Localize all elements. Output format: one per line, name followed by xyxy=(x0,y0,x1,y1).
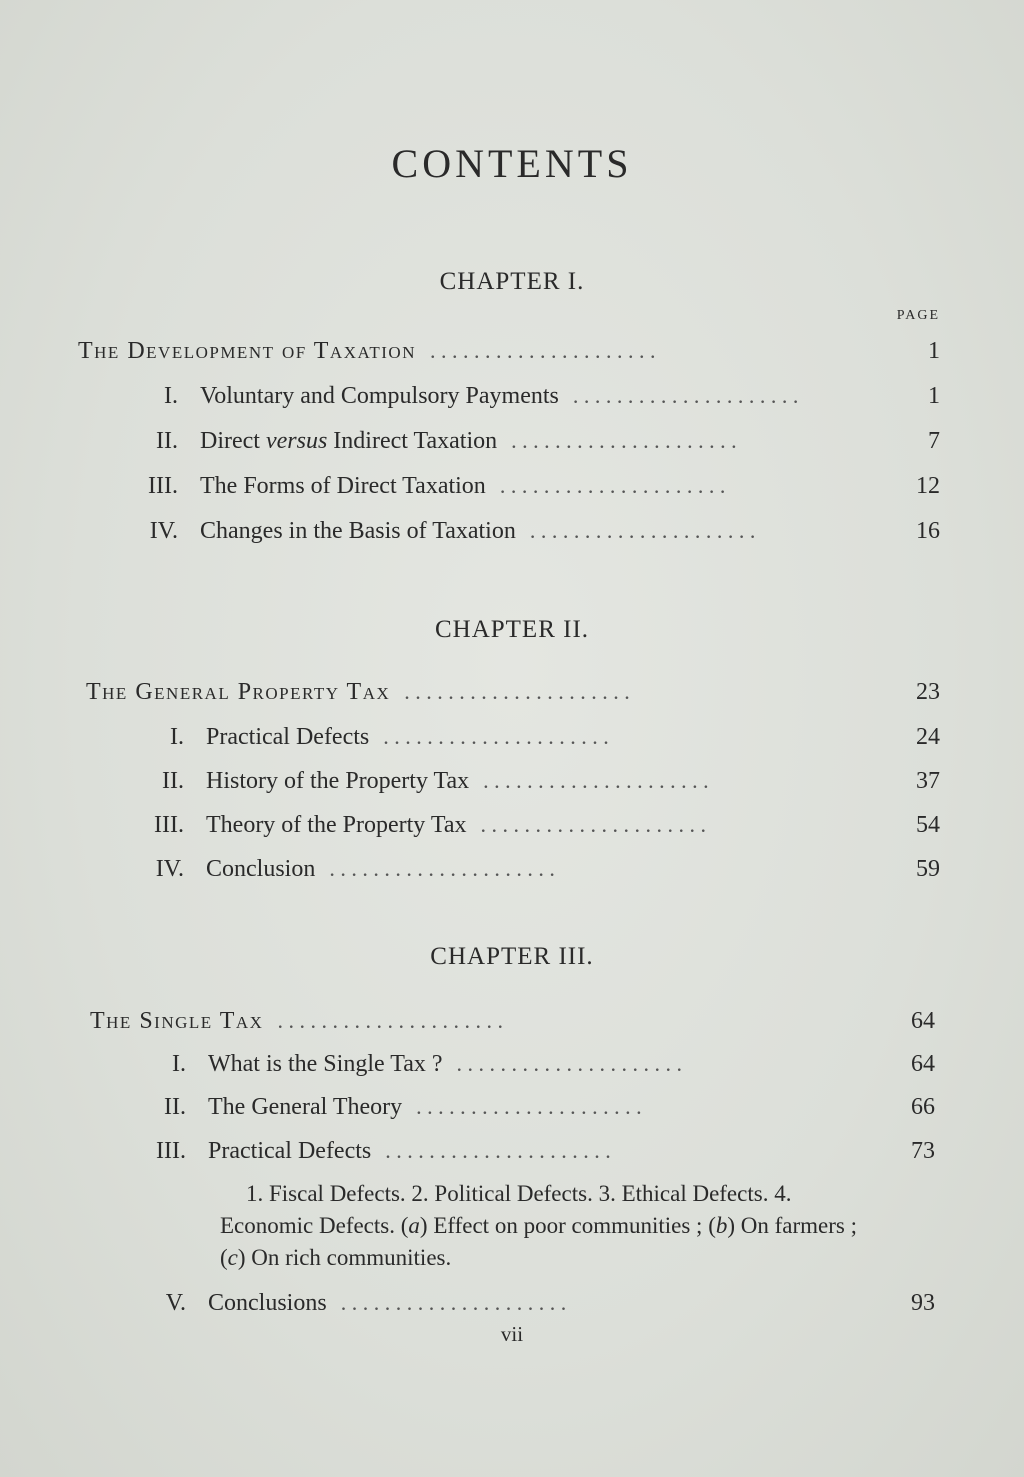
toc-chapter-entry xyxy=(86,675,940,709)
dot-leader xyxy=(530,514,900,548)
section-title: Conclusion xyxy=(206,856,316,882)
section-title: Practical Defects xyxy=(206,724,370,750)
section-title: Voluntary and Compulsory Payments xyxy=(200,383,559,409)
page-folio: vii xyxy=(500,1322,524,1346)
section-number: V. xyxy=(165,1290,186,1316)
dot-leader xyxy=(404,675,900,709)
section-page: 93 xyxy=(911,1290,935,1316)
dot-leader xyxy=(416,1090,895,1124)
section-subtopics-note: 1. Fiscal Defects. 2. Political Defects. 3. Ethical Defects. 4. Economic Defects. (a) Effect on poor communities ; (b) On farmers ; (c) On rich communities. xyxy=(220,1181,858,1270)
section-number: I. xyxy=(172,1051,186,1077)
section-title: Practical Defects xyxy=(208,1138,372,1164)
section-page: 59 xyxy=(916,856,940,882)
section-page: 16 xyxy=(916,518,940,544)
section-page: 64 xyxy=(911,1051,935,1077)
dot-leader xyxy=(430,334,900,368)
toc-entry-title: The General Property Tax xyxy=(86,679,391,705)
toc-section-entry xyxy=(120,379,940,413)
section-page: 73 xyxy=(911,1138,935,1164)
section-title: Theory of the Property Tax xyxy=(206,812,467,838)
section-title: Direct versus Indirect Taxation xyxy=(200,428,498,454)
toc-section-entry xyxy=(120,514,940,548)
section-title: What is the Single Tax ? xyxy=(208,1051,443,1077)
toc-entry-title: The Development of Taxation xyxy=(78,338,416,364)
toc-chapter-entry xyxy=(78,334,940,368)
toc-entry-page: 64 xyxy=(911,1008,935,1034)
dot-leader xyxy=(329,852,900,886)
section-number: I. xyxy=(170,724,184,750)
chapter-heading: CHAPTER I. xyxy=(439,268,585,295)
toc-section-entry xyxy=(122,808,940,842)
section-number: III. xyxy=(154,812,184,838)
section-page: 66 xyxy=(911,1094,935,1120)
toc-section-entry xyxy=(122,764,940,798)
chapter-heading: CHAPTER III. xyxy=(430,943,594,970)
toc-section-entry xyxy=(120,424,940,458)
section-page: 24 xyxy=(916,724,940,750)
section-title: The Forms of Direct Taxation xyxy=(200,473,486,499)
italic-word: versus xyxy=(265,428,328,454)
toc-entry-title: The Single Tax xyxy=(90,1008,264,1034)
dot-leader xyxy=(383,720,900,754)
section-page: 12 xyxy=(916,473,940,499)
section-title: Changes in the Basis of Taxation xyxy=(200,518,516,544)
toc-section-entry xyxy=(122,720,940,754)
dot-leader xyxy=(385,1134,895,1168)
toc-entry-page: 23 xyxy=(916,679,940,705)
section-page: 54 xyxy=(916,812,940,838)
page-column-label: PAGE xyxy=(896,308,940,323)
section-page: 37 xyxy=(916,768,940,794)
section-number: II. xyxy=(162,768,184,794)
toc-chapter-entry xyxy=(90,1004,935,1038)
dot-leader xyxy=(483,764,900,798)
page-title: CONTENTS xyxy=(391,141,633,186)
dot-leader xyxy=(277,1004,895,1038)
section-page: 1 xyxy=(928,383,940,409)
toc-section-entry xyxy=(122,852,940,886)
section-number: IV. xyxy=(155,856,184,882)
dot-leader xyxy=(457,1047,896,1081)
dot-leader xyxy=(480,808,900,842)
section-page: 7 xyxy=(928,428,940,454)
chapter-heading: CHAPTER II. xyxy=(434,616,590,643)
dot-leader xyxy=(341,1286,895,1320)
section-number: II. xyxy=(156,428,178,454)
section-number: IV. xyxy=(149,518,178,544)
toc-section-entry xyxy=(120,469,940,503)
section-number: III. xyxy=(148,473,178,499)
dot-leader xyxy=(511,424,900,458)
section-title: The General Theory xyxy=(208,1094,403,1120)
section-title: Conclusions xyxy=(208,1290,327,1316)
section-number: I. xyxy=(164,383,178,409)
section-number: II. xyxy=(164,1094,186,1120)
section-number: III. xyxy=(156,1138,186,1164)
dot-leader xyxy=(500,469,900,503)
toc-entry-page: 1 xyxy=(928,338,940,364)
toc-section-entry xyxy=(124,1047,935,1081)
toc-section-entry xyxy=(124,1286,935,1320)
toc-section-entry xyxy=(124,1134,935,1168)
section-title: History of the Property Tax xyxy=(206,768,470,794)
toc-section-entry xyxy=(124,1090,935,1124)
dot-leader xyxy=(573,379,900,413)
